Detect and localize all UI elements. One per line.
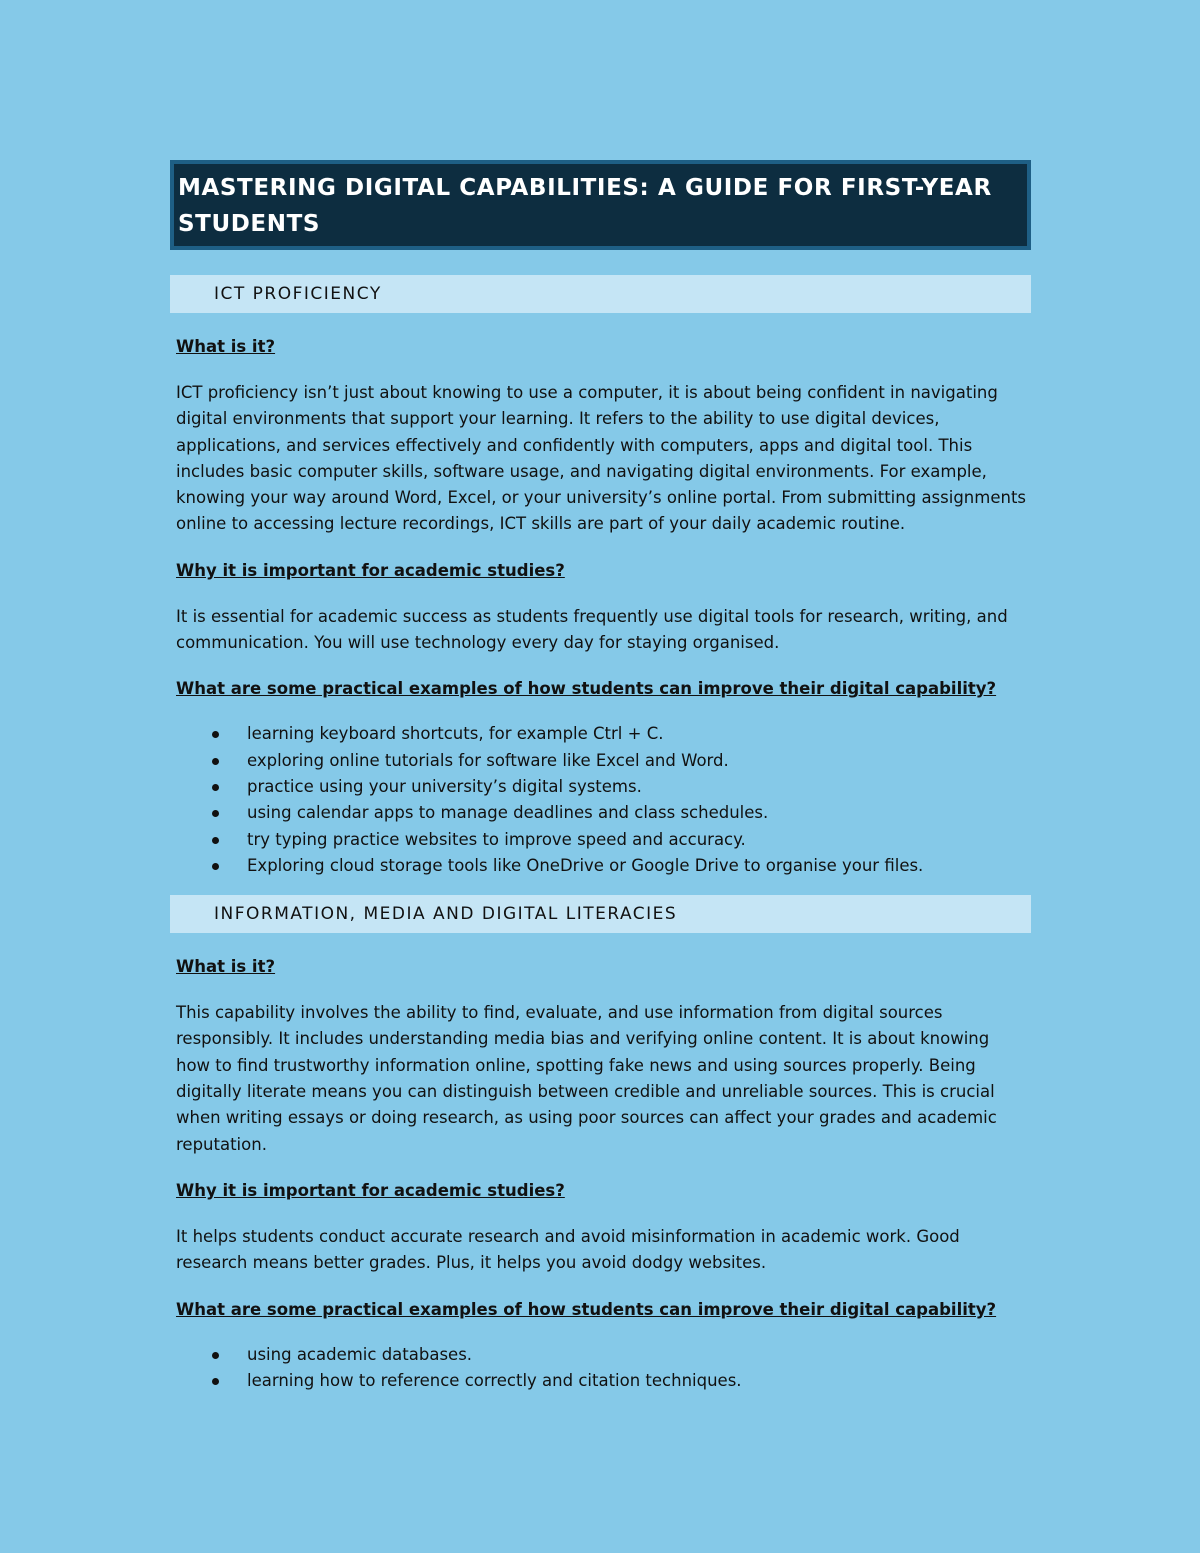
title-banner — [170, 160, 1031, 250]
what-is-it-paragraph: ICT proficiency isn’t just about knowing to use a computer, it is about being confident in navigating digital environments that support your learning. It refers to the ability to use digital devices, applications, and services effectively and confidently with computers, apps and digital tool. This includes basic computer skills, software usage, and navigating digital environments. For example, knowing your way around Word, Excel, or your university’s online portal. From submitting assignments online to accessing lecture recordings, ICT skills are part of your daily academic routine. — [176, 383, 1027, 534]
practical-examples-heading: What are some practical examples of how students can improve their digital capability? — [176, 1299, 997, 1319]
why-important-paragraph: It helps students conduct accurate research and avoid misinformation in academic work. Good research means better grades. Plus, it helps you avoid dodgy websites. — [176, 1226, 960, 1273]
why-important-paragraph: It is essential for academic success as students frequently use digital tools for research, writing, and communication. You will use technology every day for staying organised. — [176, 606, 1008, 653]
list-item: using calendar apps to manage deadlines and class schedules. — [210, 800, 1031, 826]
list-item: learning how to reference correctly and citation techniques. — [210, 1368, 1031, 1394]
what-is-it-heading: What is it? — [176, 337, 276, 356]
section-heading-information-media-digital-literacies — [170, 895, 1031, 933]
practical-examples-list — [170, 1342, 1031, 1395]
what-is-it-heading: What is it? — [176, 957, 276, 977]
list-item: Exploring cloud storage tools like OneDrive or Google Drive to organise your files. — [210, 853, 1031, 879]
section-heading-ict-proficiency — [170, 275, 1031, 313]
list-item: using academic databases. — [210, 1342, 1031, 1368]
list-item: learning keyboard shortcuts, for example Ctrl + C. — [210, 721, 1031, 747]
section-heading-text: ICT PROFICIENCY — [214, 284, 382, 304]
list-item: practice using your university’s digital systems. — [210, 774, 1031, 800]
practical-examples-list — [170, 721, 1031, 879]
list-item: try typing practice websites to improve speed and accuracy. — [210, 827, 1031, 853]
document-page — [170, 160, 1031, 1394]
list-item: exploring online tutorials for software like Excel and Word. — [210, 748, 1031, 774]
practical-examples-heading: What are some practical examples of how students can improve their digital capability? — [176, 679, 997, 699]
section-heading-text: INFORMATION, MEDIA AND DIGITAL LITERACIES — [214, 904, 678, 925]
what-is-it-paragraph: This capability involves the ability to find, evaluate, and use information from digital sources responsibly. It includes understanding media bias and verifying online content. It is about knowing how to find trustworthy information online, spotting fake news and using sources properly. Being digitally literate means you can distinguish between credible and unreliable sources. This is crucial when writing essays or doing research, as using poor sources can affect your grades and academic reputation. — [176, 1003, 997, 1154]
why-important-heading: Why it is important for academic studies? — [176, 560, 565, 580]
why-important-heading: Why it is important for academic studies? — [176, 1180, 565, 1200]
document-title: MASTERING DIGITAL CAPABILITIES: A GUIDE FOR FIRST-YEAR STUDENTS — [178, 175, 992, 237]
